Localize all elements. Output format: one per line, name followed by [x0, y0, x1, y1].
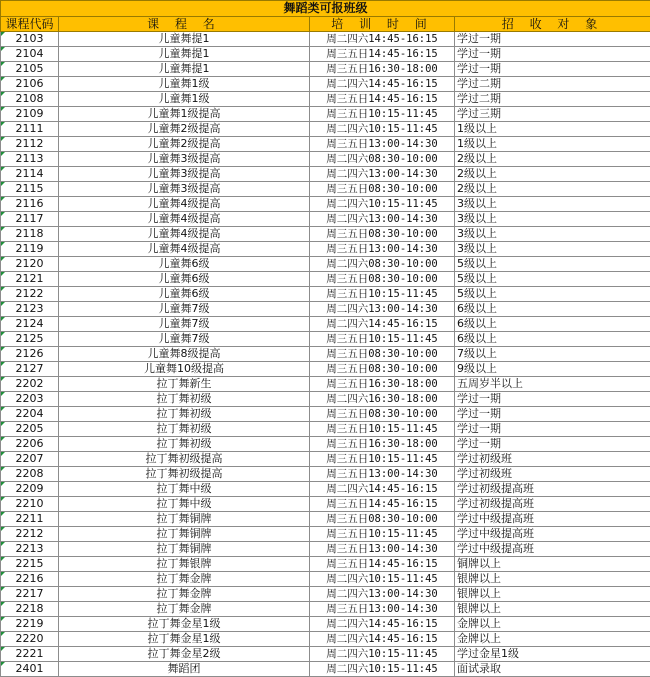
- schedule-time-cell[interactable]: 周三五日16:30-18:00: [310, 62, 455, 77]
- course-code-cell[interactable]: 2125: [1, 332, 59, 347]
- enrollment-target-cell[interactable]: 学过一期: [455, 47, 650, 62]
- enrollment-target-cell[interactable]: 5级以上: [455, 287, 650, 302]
- schedule-time-cell[interactable]: 周三五日14:45-16:15: [310, 557, 455, 572]
- course-code-cell[interactable]: 2123: [1, 302, 59, 317]
- schedule-time-cell[interactable]: 周二四六13:00-14:30: [310, 587, 455, 602]
- schedule-time-cell[interactable]: 周二四六14:45-16:15: [310, 632, 455, 647]
- course-name-cell[interactable]: 儿童舞2级提高: [59, 122, 310, 137]
- course-name-cell[interactable]: 儿童舞4级提高: [59, 212, 310, 227]
- schedule-time-cell[interactable]: 周二四六08:30-10:00: [310, 257, 455, 272]
- table-row[interactable]: [1, 62, 650, 77]
- schedule-time-cell[interactable]: 周三五日10:15-11:45: [310, 287, 455, 302]
- schedule-time-cell[interactable]: 周三五日13:00-14:30: [310, 542, 455, 557]
- table-row[interactable]: [1, 47, 650, 62]
- table-row[interactable]: [1, 302, 650, 317]
- enrollment-target-cell[interactable]: 学过中级提高班: [455, 512, 650, 527]
- course-name-cell[interactable]: 儿童舞3级提高: [59, 167, 310, 182]
- course-name-cell[interactable]: 拉丁舞初级: [59, 437, 310, 452]
- course-code-cell[interactable]: 2213: [1, 542, 59, 557]
- schedule-time-cell[interactable]: 周三五日08:30-10:00: [310, 362, 455, 377]
- course-code-cell[interactable]: 2120: [1, 257, 59, 272]
- schedule-time-cell[interactable]: 周三五日13:00-14:30: [310, 242, 455, 257]
- schedule-time-cell[interactable]: 周二四六08:30-10:00: [310, 152, 455, 167]
- enrollment-target-cell[interactable]: 铜牌以上: [455, 557, 650, 572]
- course-name-cell[interactable]: 拉丁舞银牌: [59, 557, 310, 572]
- course-name-cell[interactable]: 拉丁舞初级提高: [59, 467, 310, 482]
- course-name-cell[interactable]: 拉丁舞金星1级: [59, 632, 310, 647]
- course-name-cell[interactable]: 儿童舞10级提高: [59, 362, 310, 377]
- course-name-cell[interactable]: 拉丁舞初级: [59, 392, 310, 407]
- enrollment-target-cell[interactable]: 1级以上: [455, 137, 650, 152]
- course-code-cell[interactable]: 2126: [1, 347, 59, 362]
- course-name-cell[interactable]: 儿童舞提1: [59, 32, 310, 47]
- enrollment-target-cell[interactable]: 学过中级提高班: [455, 542, 650, 557]
- enrollment-target-cell[interactable]: 2级以上: [455, 182, 650, 197]
- course-name-cell[interactable]: 儿童舞6级: [59, 272, 310, 287]
- course-name-cell[interactable]: 拉丁舞金牌: [59, 602, 310, 617]
- schedule-time-cell[interactable]: 周二四六10:15-11:45: [310, 122, 455, 137]
- enrollment-target-cell[interactable]: 3级以上: [455, 227, 650, 242]
- schedule-time-cell[interactable]: 周三五日08:30-10:00: [310, 512, 455, 527]
- schedule-time-cell[interactable]: 周二四六10:15-11:45: [310, 647, 455, 662]
- table-row[interactable]: [1, 482, 650, 497]
- enrollment-target-cell[interactable]: 学过二期: [455, 92, 650, 107]
- table-row[interactable]: [1, 92, 650, 107]
- enrollment-target-cell[interactable]: 五周岁半以上: [455, 377, 650, 392]
- table-row[interactable]: [1, 167, 650, 182]
- schedule-time-cell[interactable]: 周三五日08:30-10:00: [310, 182, 455, 197]
- column-header-target: 招 收 对 象: [455, 17, 650, 32]
- table-title: 舞蹈类可报班级: [1, 1, 650, 17]
- course-name-cell[interactable]: 儿童舞6级: [59, 287, 310, 302]
- course-code-cell[interactable]: 2122: [1, 287, 59, 302]
- column-header-name: 课 程 名: [59, 17, 310, 32]
- course-code-cell[interactable]: 2206: [1, 437, 59, 452]
- enrollment-target-cell[interactable]: 学过初级班: [455, 452, 650, 467]
- table-row[interactable]: [1, 287, 650, 302]
- enrollment-target-cell[interactable]: 金牌以上: [455, 632, 650, 647]
- course-name-cell[interactable]: 儿童舞7级: [59, 332, 310, 347]
- enrollment-target-cell[interactable]: 面试录取: [455, 662, 650, 677]
- course-code-cell[interactable]: 2210: [1, 497, 59, 512]
- schedule-time-cell[interactable]: 周二四六14:45-16:15: [310, 482, 455, 497]
- enrollment-target-cell[interactable]: 学过中级提高班: [455, 527, 650, 542]
- table-row[interactable]: [1, 437, 650, 452]
- course-name-cell[interactable]: 拉丁舞铜牌: [59, 527, 310, 542]
- enrollment-target-cell[interactable]: 7级以上: [455, 347, 650, 362]
- course-code-cell[interactable]: 2105: [1, 62, 59, 77]
- schedule-time-cell[interactable]: 周三五日14:45-16:15: [310, 47, 455, 62]
- schedule-time-cell[interactable]: 周三五日13:00-14:30: [310, 137, 455, 152]
- schedule-time-cell[interactable]: 周二四六13:00-14:30: [310, 302, 455, 317]
- schedule-time-cell[interactable]: 周三五日10:15-11:45: [310, 107, 455, 122]
- course-code-cell[interactable]: 2219: [1, 617, 59, 632]
- table-row[interactable]: [1, 452, 650, 467]
- table-row[interactable]: [1, 362, 650, 377]
- schedule-time-cell[interactable]: 周三五日10:15-11:45: [310, 527, 455, 542]
- column-header-time: 培 训 时 间: [310, 17, 455, 32]
- enrollment-target-cell[interactable]: 学过初级提高班: [455, 497, 650, 512]
- enrollment-target-cell[interactable]: 5级以上: [455, 257, 650, 272]
- table-row[interactable]: [1, 572, 650, 587]
- schedule-time-cell[interactable]: 周三五日10:15-11:45: [310, 332, 455, 347]
- enrollment-target-cell[interactable]: 银牌以上: [455, 587, 650, 602]
- course-name-cell[interactable]: 儿童舞1级: [59, 92, 310, 107]
- table-row[interactable]: [1, 617, 650, 632]
- course-code-cell[interactable]: 2211: [1, 512, 59, 527]
- enrollment-target-cell[interactable]: 学过一期: [455, 422, 650, 437]
- schedule-time-cell[interactable]: 周三五日08:30-10:00: [310, 227, 455, 242]
- course-code-cell[interactable]: 2205: [1, 422, 59, 437]
- course-name-cell[interactable]: 儿童舞3级提高: [59, 182, 310, 197]
- schedule-time-cell[interactable]: 周二四六10:15-11:45: [310, 572, 455, 587]
- course-code-cell[interactable]: 2401: [1, 662, 59, 677]
- course-code-cell[interactable]: 2204: [1, 407, 59, 422]
- schedule-time-cell[interactable]: 周三五日14:45-16:15: [310, 92, 455, 107]
- course-code-cell[interactable]: 2104: [1, 47, 59, 62]
- enrollment-target-cell[interactable]: 3级以上: [455, 197, 650, 212]
- enrollment-target-cell[interactable]: 学过一期: [455, 62, 650, 77]
- enrollment-target-cell[interactable]: 9级以上: [455, 362, 650, 377]
- enrollment-target-cell[interactable]: 1级以上: [455, 122, 650, 137]
- table-row[interactable]: [1, 647, 650, 662]
- course-code-cell[interactable]: 2116: [1, 197, 59, 212]
- schedule-time-cell[interactable]: 周二四六16:30-18:00: [310, 392, 455, 407]
- course-code-cell[interactable]: 2103: [1, 32, 59, 47]
- course-code-cell[interactable]: 2114: [1, 167, 59, 182]
- schedule-time-cell[interactable]: 周二四六14:45-16:15: [310, 77, 455, 92]
- course-name-cell[interactable]: 儿童舞1级: [59, 77, 310, 92]
- table-row[interactable]: [1, 212, 650, 227]
- schedule-time-cell[interactable]: 周二四六10:15-11:45: [310, 662, 455, 677]
- table-row[interactable]: [1, 32, 650, 47]
- table-row[interactable]: [1, 587, 650, 602]
- schedule-time-cell[interactable]: 周三五日08:30-10:00: [310, 272, 455, 287]
- table-row[interactable]: [1, 467, 650, 482]
- schedule-time-cell[interactable]: 周三五日10:15-11:45: [310, 452, 455, 467]
- course-name-cell[interactable]: 儿童舞1级提高: [59, 107, 310, 122]
- enrollment-target-cell[interactable]: 学过一期: [455, 437, 650, 452]
- course-code-cell[interactable]: 2203: [1, 392, 59, 407]
- schedule-time-cell[interactable]: 周二四六13:00-14:30: [310, 212, 455, 227]
- course-name-cell[interactable]: 拉丁舞中级: [59, 497, 310, 512]
- course-name-cell[interactable]: 拉丁舞新生: [59, 377, 310, 392]
- enrollment-target-cell[interactable]: 2级以上: [455, 167, 650, 182]
- schedule-time-cell[interactable]: 周三五日13:00-14:30: [310, 467, 455, 482]
- enrollment-target-cell[interactable]: 学过初级提高班: [455, 482, 650, 497]
- enrollment-target-cell[interactable]: 学过二期: [455, 77, 650, 92]
- enrollment-target-cell[interactable]: 银牌以上: [455, 602, 650, 617]
- table-row[interactable]: [1, 197, 650, 212]
- course-code-cell[interactable]: 2216: [1, 572, 59, 587]
- enrollment-target-cell[interactable]: 学过金星1级: [455, 647, 650, 662]
- enrollment-target-cell[interactable]: 6级以上: [455, 332, 650, 347]
- table-row[interactable]: [1, 107, 650, 122]
- schedule-time-cell[interactable]: 周二四六14:45-16:15: [310, 617, 455, 632]
- course-name-cell[interactable]: 儿童舞2级提高: [59, 137, 310, 152]
- schedule-time-cell[interactable]: 周二四六13:00-14:30: [310, 167, 455, 182]
- course-code-cell[interactable]: 2220: [1, 632, 59, 647]
- course-name-cell[interactable]: 拉丁舞中级: [59, 482, 310, 497]
- course-code-cell[interactable]: 2209: [1, 482, 59, 497]
- course-code-cell[interactable]: 2119: [1, 242, 59, 257]
- table-row[interactable]: [1, 332, 650, 347]
- course-code-cell[interactable]: 2117: [1, 212, 59, 227]
- course-code-cell[interactable]: 2106: [1, 77, 59, 92]
- enrollment-target-cell[interactable]: 银牌以上: [455, 572, 650, 587]
- course-name-cell[interactable]: 拉丁舞铜牌: [59, 512, 310, 527]
- course-name-cell[interactable]: 儿童舞8级提高: [59, 347, 310, 362]
- course-code-cell[interactable]: 2113: [1, 152, 59, 167]
- course-name-cell[interactable]: 儿童舞4级提高: [59, 227, 310, 242]
- course-code-cell[interactable]: 2212: [1, 527, 59, 542]
- enrollment-target-cell[interactable]: 6级以上: [455, 302, 650, 317]
- schedule-time-cell[interactable]: 周三五日08:30-10:00: [310, 347, 455, 362]
- course-code-cell[interactable]: 2109: [1, 107, 59, 122]
- course-code-cell[interactable]: 2112: [1, 137, 59, 152]
- course-code-cell[interactable]: 2217: [1, 587, 59, 602]
- header-row: [1, 17, 650, 32]
- table-row[interactable]: [1, 557, 650, 572]
- course-code-cell[interactable]: 2108: [1, 92, 59, 107]
- course-code-cell[interactable]: 2115: [1, 182, 59, 197]
- course-name-cell[interactable]: 拉丁舞初级: [59, 422, 310, 437]
- course-code-cell[interactable]: 2208: [1, 467, 59, 482]
- schedule-time-cell[interactable]: 周三五日16:30-18:00: [310, 377, 455, 392]
- course-name-cell[interactable]: 儿童舞提1: [59, 62, 310, 77]
- table-row[interactable]: [1, 542, 650, 557]
- table-row[interactable]: [1, 527, 650, 542]
- course-name-cell[interactable]: 舞蹈团: [59, 662, 310, 677]
- table-row[interactable]: [1, 632, 650, 647]
- enrollment-target-cell[interactable]: 2级以上: [455, 152, 650, 167]
- table-row[interactable]: [1, 122, 650, 137]
- schedule-time-cell[interactable]: 周三五日14:45-16:15: [310, 497, 455, 512]
- course-name-cell[interactable]: 儿童舞提1: [59, 47, 310, 62]
- course-code-cell[interactable]: 2215: [1, 557, 59, 572]
- course-name-cell[interactable]: 儿童舞7级: [59, 302, 310, 317]
- course-name-cell[interactable]: 拉丁舞金牌: [59, 572, 310, 587]
- course-name-cell[interactable]: 拉丁舞金牌: [59, 587, 310, 602]
- table-row[interactable]: [1, 392, 650, 407]
- title-row: [1, 1, 650, 17]
- table-row[interactable]: [1, 272, 650, 287]
- schedule-time-cell[interactable]: 周二四六14:45-16:15: [310, 32, 455, 47]
- course-name-cell[interactable]: 拉丁舞金星2级: [59, 647, 310, 662]
- table-row[interactable]: [1, 182, 650, 197]
- table-body: [1, 32, 650, 677]
- table-row[interactable]: [1, 407, 650, 422]
- table-row[interactable]: [1, 497, 650, 512]
- table-row[interactable]: [1, 317, 650, 332]
- table-row[interactable]: [1, 152, 650, 167]
- table-row[interactable]: [1, 137, 650, 152]
- schedule-time-cell[interactable]: 周三五日13:00-14:30: [310, 602, 455, 617]
- table-row[interactable]: [1, 512, 650, 527]
- schedule-time-cell[interactable]: 周三五日10:15-11:45: [310, 422, 455, 437]
- column-header-code: 课程代码: [1, 17, 59, 32]
- enrollment-target-cell[interactable]: 学过一期: [455, 407, 650, 422]
- schedule-time-cell[interactable]: 周二四六14:45-16:15: [310, 317, 455, 332]
- course-name-cell[interactable]: 儿童舞7级: [59, 317, 310, 332]
- course-name-cell[interactable]: 拉丁舞初级: [59, 407, 310, 422]
- course-name-cell[interactable]: 儿童舞3级提高: [59, 152, 310, 167]
- schedule-time-cell[interactable]: 周二四六10:15-11:45: [310, 197, 455, 212]
- course-code-cell[interactable]: 2207: [1, 452, 59, 467]
- enrollment-target-cell[interactable]: 金牌以上: [455, 617, 650, 632]
- course-name-cell[interactable]: 儿童舞4级提高: [59, 197, 310, 212]
- table-row[interactable]: [1, 377, 650, 392]
- course-code-cell[interactable]: 2118: [1, 227, 59, 242]
- table-row[interactable]: [1, 662, 650, 677]
- enrollment-target-cell[interactable]: 学过初级班: [455, 467, 650, 482]
- table-row[interactable]: [1, 347, 650, 362]
- enrollment-target-cell[interactable]: 5级以上: [455, 272, 650, 287]
- enrollment-target-cell[interactable]: 学过三期: [455, 107, 650, 122]
- course-code-cell[interactable]: 2221: [1, 647, 59, 662]
- table-row[interactable]: [1, 77, 650, 92]
- course-code-cell[interactable]: 2111: [1, 122, 59, 137]
- table-row[interactable]: [1, 602, 650, 617]
- enrollment-target-cell[interactable]: 3级以上: [455, 242, 650, 257]
- enrollment-target-cell[interactable]: 学过一期: [455, 32, 650, 47]
- enrollment-target-cell[interactable]: 3级以上: [455, 212, 650, 227]
- table-row[interactable]: [1, 227, 650, 242]
- enrollment-target-cell[interactable]: 6级以上: [455, 317, 650, 332]
- course-name-cell[interactable]: 拉丁舞初级提高: [59, 452, 310, 467]
- course-code-cell[interactable]: 2218: [1, 602, 59, 617]
- course-name-cell[interactable]: 儿童舞6级: [59, 257, 310, 272]
- table-row[interactable]: [1, 257, 650, 272]
- schedule-time-cell[interactable]: 周三五日16:30-18:00: [310, 437, 455, 452]
- course-name-cell[interactable]: 儿童舞4级提高: [59, 242, 310, 257]
- course-code-cell[interactable]: 2121: [1, 272, 59, 287]
- course-code-cell[interactable]: 2127: [1, 362, 59, 377]
- course-name-cell[interactable]: 拉丁舞铜牌: [59, 542, 310, 557]
- schedule-time-cell[interactable]: 周三五日08:30-10:00: [310, 407, 455, 422]
- table-row[interactable]: [1, 422, 650, 437]
- course-name-cell[interactable]: 拉丁舞金星1级: [59, 617, 310, 632]
- enrollment-target-cell[interactable]: 学过一期: [455, 392, 650, 407]
- course-code-cell[interactable]: 2124: [1, 317, 59, 332]
- table-row[interactable]: [1, 242, 650, 257]
- course-code-cell[interactable]: 2202: [1, 377, 59, 392]
